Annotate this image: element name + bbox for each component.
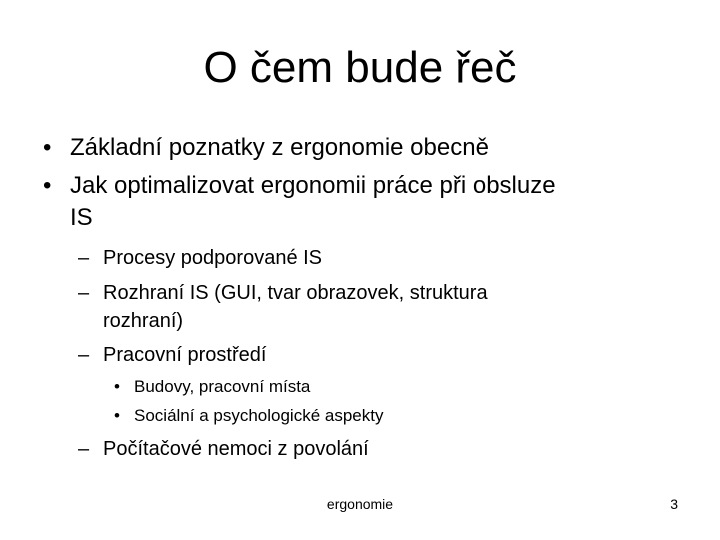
footer-label: ergonomie — [326, 496, 394, 512]
sub-sub-bullet-item — [114, 376, 674, 398]
sub-sub-bullet-marker: • — [114, 406, 120, 425]
sub-bullet-item — [78, 437, 678, 462]
sub-sub-bullet-text: Sociální a psychologické aspekty — [134, 406, 384, 425]
bullet-text: Jak optimalizovat ergonomii práce při obsluze — [70, 172, 556, 199]
bullet-marker: • — [43, 172, 52, 199]
sub-bullet-item — [78, 343, 678, 368]
bullet-item — [43, 133, 683, 163]
bullet-text: Základní poznatky z ergonomie obecně — [70, 134, 489, 161]
sub-bullet-item — [78, 281, 678, 306]
sub-bullet-text: Rozhraní IS (GUI, tvar obrazovek, struktura — [103, 282, 488, 304]
sub-bullet-text: Počítačové nemoci z povolání — [103, 438, 369, 460]
sub-bullet-text: Pracovní prostředí — [103, 344, 267, 366]
sub-bullet-continuation: rozhraní) — [103, 310, 184, 332]
sub-sub-bullet-item — [114, 405, 674, 427]
sub-bullet-text: Procesy podporované IS — [103, 247, 323, 269]
bullet-marker: • — [43, 134, 52, 161]
slide-title: O čem bude řeč — [203, 43, 517, 92]
sub-bullet-marker: – — [78, 282, 90, 304]
sub-bullet-marker: – — [78, 247, 90, 269]
sub-bullet-marker: – — [78, 438, 90, 460]
bullet-continuation: IS — [70, 204, 93, 231]
sub-bullet-marker: – — [78, 344, 90, 366]
sub-sub-bullet-marker: • — [114, 377, 120, 396]
sub-bullet-item — [78, 246, 678, 271]
bullet-item — [43, 171, 683, 201]
sub-sub-bullet-text: Budovy, pracovní místa — [134, 377, 311, 396]
page-number: 3 — [670, 496, 678, 512]
